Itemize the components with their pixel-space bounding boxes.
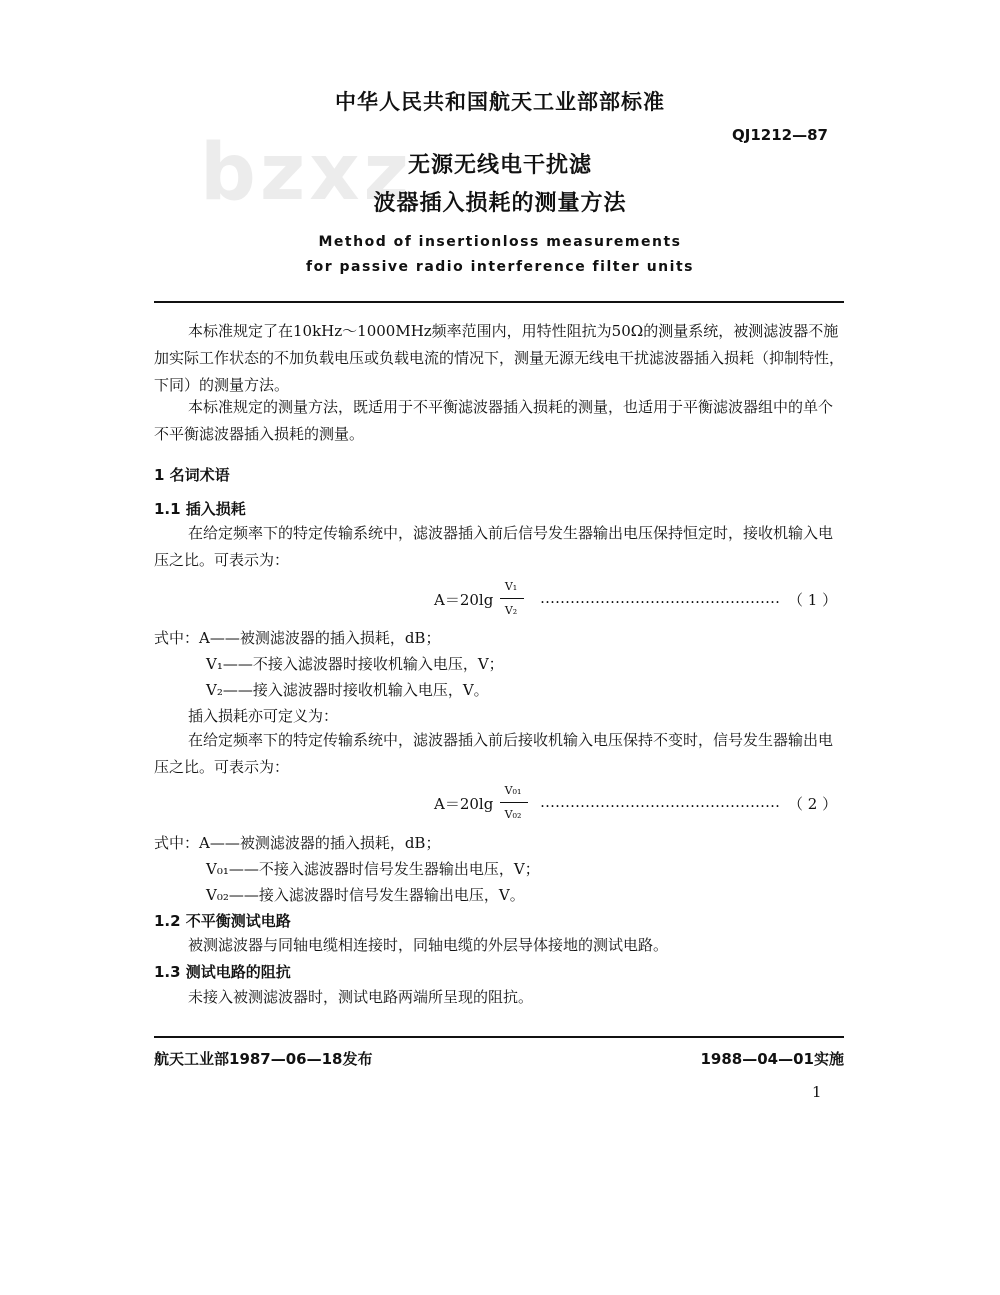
eq1-numerator: V₁ (504, 580, 518, 593)
section-1-3-heading: 1.3 测试电路的阻抗 (154, 963, 291, 981)
document-title-line2: 波器插入损耗的测量方法 (373, 191, 627, 216)
section-1-2-heading: 1.2 不平衡测试电路 (154, 912, 291, 930)
top-rule (154, 301, 844, 303)
english-title-line2: for passive radio interference filter units (306, 259, 694, 275)
document-title-line1: 无源无线电干扰滤 (407, 153, 592, 178)
eq2-lhs: A＝20lg (434, 795, 494, 813)
section-1-1-heading: 1.1 插入损耗 (154, 500, 246, 518)
eq1-lhs: A＝20lg (434, 591, 494, 609)
intro-paragraph-1: 本标准规定了在10kHz～1000MHz频率范围内，用特性阻抗为50Ω的测量系统，被测滤波器不施加实际工作状态的不加负载电压或负载电流的情况下，测量无源无线电干扰滤波器插入损耗（抑制特性，下同）的测量方法。 (154, 322, 845, 394)
intro-paragraph-2: 本标准规定的测量方法，既适用于不平衡滤波器插入损耗的测量，也适用于平衡滤波器组中的单个不平衡滤波器插入损耗的测量。 (154, 398, 834, 443)
eq2-numerator: V₀₁ (504, 784, 522, 797)
section-1-heading: 1 名词术语 (154, 466, 230, 484)
eq1-where-line3: V₂——接入滤波器时接收机输入电压，V。 (206, 681, 489, 699)
eq1-where-line2: V₁——不接入滤波器时接收机输入电压，V； (206, 655, 504, 673)
section-1-3-text: 未接入被测滤波器时，测试电路两端所呈现的阻抗。 (188, 988, 534, 1006)
watermark: bzxz (200, 128, 413, 218)
eq2-denominator: V₀₂ (504, 808, 522, 821)
section-1-1-text: 在给定频率下的特定传输系统中，滤波器插入前后信号发生器输出电压保持恒定时，接收机输入电压之比。可表示为： (154, 524, 834, 569)
eq2-where-line3: V₀₂——接入滤波器时信号发生器输出电压，V。 (206, 886, 525, 904)
page-number: 1 (812, 1083, 822, 1101)
standard-code: QJ1212—87 (732, 126, 828, 144)
eq1-fraction-bar (500, 598, 524, 599)
english-title-line1: Method of insertionloss measurements (318, 234, 682, 250)
eq2-where-line2: V₀₁——不接入滤波器时信号发生器输出电压，V； (206, 860, 540, 878)
eq2-number: （ 2 ） (788, 795, 838, 813)
standard-title: 中华人民共和国航天工业部部标准 (335, 90, 665, 114)
eq2-leader-dots: ………………………………………… (540, 793, 780, 811)
eq2-where-line1: 式中：A——被测滤波器的插入损耗，dB； (154, 834, 441, 852)
eq2-fraction-bar (500, 802, 528, 803)
alt-definition-intro: 插入损耗亦可定义为： (188, 707, 339, 725)
eq1-denominator: V₂ (504, 604, 518, 617)
eq1-where-line1: 式中：A——被测滤波器的插入损耗，dB； (154, 629, 441, 647)
issue-date: 航天工业部1987—06—18发布 (154, 1050, 373, 1068)
section-1-2-text: 被测滤波器与同轴电缆相连接时，同轴电缆的外层导体接地的测试电路。 (188, 936, 669, 954)
effective-date: 1988—04—01实施 (700, 1050, 844, 1068)
eq1-number: （ 1 ） (788, 591, 838, 609)
bottom-rule (154, 1036, 844, 1038)
alt-definition-text: 在给定频率下的特定传输系统中，滤波器插入前后接收机输入电压保持不变时，信号发生器输出电压之比。可表示为： (154, 731, 834, 776)
eq1-leader-dots: ………………………………………… (540, 589, 780, 607)
